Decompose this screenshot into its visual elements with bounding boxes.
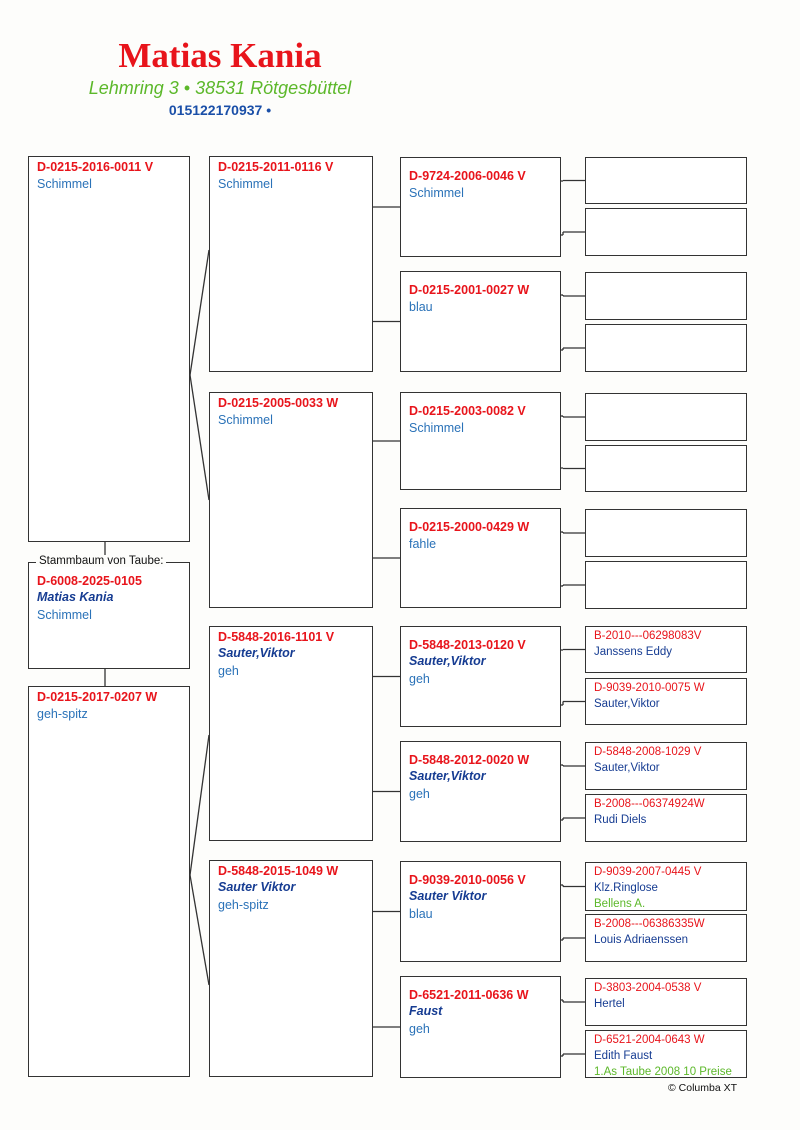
pigeon-owner: Rudi Diels: [594, 814, 647, 826]
pigeon-color: geh: [409, 787, 430, 801]
gen3-pigeon-box: [400, 271, 561, 372]
pigeon-ring: D-9039-2010-0075 W: [594, 682, 705, 694]
breeder-phone: 015122170937 •: [168, 102, 272, 118]
pigeon-ring: D-0215-2005-0033 W: [218, 396, 339, 410]
subject-box: [28, 562, 190, 669]
pigeon-ring: D-6521-2004-0643 W: [594, 1034, 705, 1046]
subject-owner: Matias Kania: [37, 590, 114, 604]
pigeon-owner: Faust: [409, 1004, 443, 1018]
pigeon-owner: Sauter,Viktor: [218, 646, 295, 660]
gen3-pigeon-box: [400, 392, 561, 490]
gen4-pigeon-box: [585, 445, 747, 492]
gen1-pigeon-box: [28, 156, 190, 542]
pigeon-owner: Janssens Eddy: [594, 646, 672, 658]
pigeon-ring: D-5848-2008-1029 V: [594, 746, 702, 758]
pigeon-color: geh: [409, 672, 430, 686]
subject-ring: D-6008-2025-0105: [37, 574, 142, 588]
pigeon-ring: B-2010---06298083V: [594, 630, 702, 642]
gen4-pigeon-box: [585, 324, 747, 372]
pigeon-ring: D-5848-2016-1101 V: [218, 630, 335, 644]
pigeon-color: Schimmel: [37, 177, 92, 191]
pigeon-owner: Sauter,Viktor: [409, 769, 486, 783]
pigeon-note: Bellens A.: [594, 898, 646, 910]
pigeon-color: geh: [218, 664, 239, 678]
gen3-pigeon-box: [400, 741, 561, 842]
pigeon-color: blau: [409, 907, 433, 921]
pigeon-color: blau: [409, 300, 433, 314]
gen3-pigeon-box: [400, 861, 561, 962]
gen2-pigeon-box: [209, 392, 373, 608]
pigeon-ring: D-5848-2013-0120 V: [409, 638, 526, 652]
pigeon-ring: D-0215-2016-0011 V: [37, 160, 154, 174]
gen4-pigeon-box: [585, 914, 747, 962]
pigeon-ring: D-0215-2003-0082 V: [409, 404, 526, 418]
pigeon-color: Schimmel: [409, 421, 464, 435]
pigeon-ring: D-0215-2001-0027 W: [409, 283, 530, 297]
gen4-pigeon-box: [585, 208, 747, 256]
gen4-pigeon-box: [585, 157, 747, 204]
pigeon-ring: B-2008---06374924W: [594, 798, 705, 810]
pigeon-color: Schimmel: [409, 186, 464, 200]
pigeon-ring: B-2008---06386335W: [594, 918, 705, 930]
gen4-pigeon-box: [585, 678, 747, 725]
breeder-name: Matias Kania: [118, 36, 322, 75]
pigeon-owner: Hertel: [594, 998, 625, 1010]
pigeon-note: 1.As Taube 2008 10 Preise: [594, 1066, 732, 1078]
gen4-pigeon-box: [585, 862, 747, 911]
pigeon-ring: D-5848-2012-0020 W: [409, 753, 530, 767]
gen4-pigeon-box: [585, 272, 747, 320]
pigeon-ring: D-5848-2015-1049 W: [218, 864, 339, 878]
gen2-pigeon-box: [209, 156, 373, 372]
gen4-pigeon-box: [585, 509, 747, 557]
gen4-pigeon-box: [585, 742, 747, 790]
pigeon-owner: Sauter,Viktor: [594, 762, 660, 774]
pigeon-owner: Edith Faust: [594, 1050, 653, 1062]
gen3-pigeon-box: [400, 157, 561, 257]
pigeon-color: geh: [409, 1022, 430, 1036]
gen4-pigeon-box: [585, 978, 747, 1026]
pigeon-ring: D-0215-2000-0429 W: [409, 520, 530, 534]
gen2-pigeon-box: [209, 860, 373, 1077]
pigeon-ring: D-0215-2017-0207 W: [37, 690, 158, 704]
pigeon-ring: D-0215-2011-0116 V: [218, 160, 334, 174]
breeder-address: Lehmring 3 • 38531 Rötgesbüttel: [88, 78, 352, 98]
gen3-pigeon-box: [400, 626, 561, 727]
gen4-pigeon-box: [585, 393, 747, 441]
gen4-pigeon-box: [585, 1030, 747, 1078]
gen3-pigeon-box: [400, 508, 561, 608]
copyright: © Columba XT: [668, 1082, 738, 1094]
subject-color: Schimmel: [37, 608, 92, 622]
pigeon-color: geh-spitz: [218, 898, 269, 912]
gen4-pigeon-box: [585, 626, 747, 673]
pigeon-ring: D-9039-2007-0445 V: [594, 866, 702, 878]
subject-legend: Stammbaum von Taube:: [36, 555, 166, 567]
gen4-pigeon-box: [585, 794, 747, 842]
pigeon-owner: Louis Adriaenssen: [594, 934, 688, 946]
pigeon-color: fahle: [409, 537, 437, 551]
pigeon-owner: Klz.Ringlose: [594, 882, 658, 894]
pigeon-owner: Sauter,Viktor: [409, 654, 486, 668]
gen2-pigeon-box: [209, 626, 373, 841]
gen4-pigeon-box: [585, 561, 747, 609]
pigeon-owner: Sauter,Viktor: [594, 698, 660, 710]
pigeon-color: geh-spitz: [37, 707, 88, 721]
pigeon-color: Schimmel: [218, 177, 273, 191]
pigeon-ring: D-9724-2006-0046 V: [409, 169, 526, 183]
pigeon-ring: D-9039-2010-0056 V: [409, 873, 526, 887]
pigeon-ring: D-6521-2011-0636 W: [409, 988, 529, 1002]
pigeon-owner: Sauter Viktor: [218, 880, 296, 894]
pigeon-ring: D-3803-2004-0538 V: [594, 982, 702, 994]
pigeon-owner: Sauter Viktor: [409, 889, 487, 903]
gen3-pigeon-box: [400, 976, 561, 1078]
gen1-pigeon-box: [28, 686, 190, 1077]
pigeon-color: Schimmel: [218, 413, 273, 427]
